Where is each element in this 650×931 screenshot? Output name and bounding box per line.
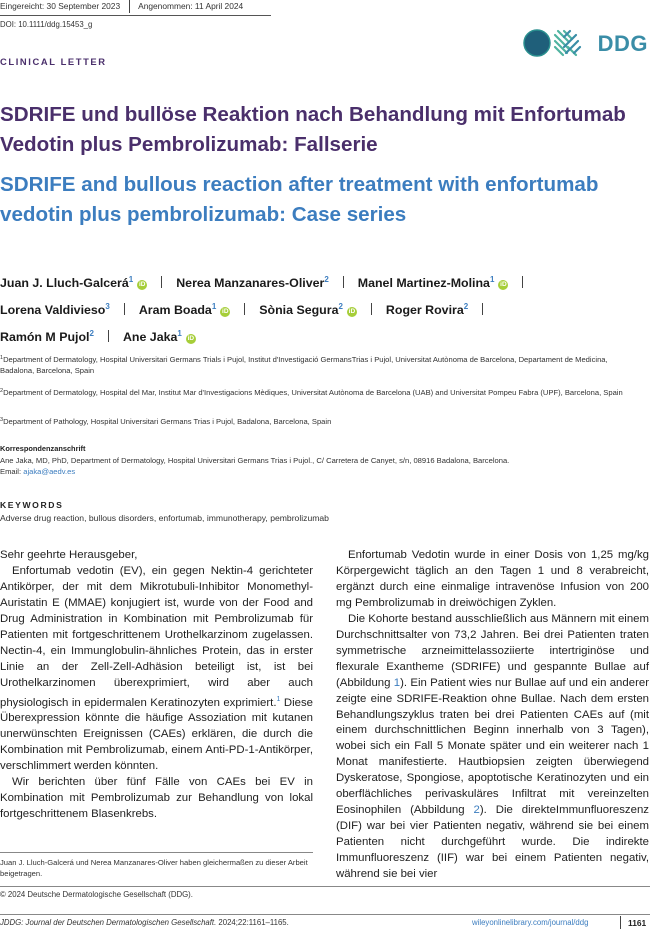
paragraph: Wir berichten über fünf Fälle von CAEs bei EV in Kombination mit Pembrolizumab zur Behandlung von lokal fortgeschrittenem Blasenkrebs. (0, 776, 313, 821)
reference-link[interactable]: 1 (276, 695, 281, 703)
author-separator (161, 276, 162, 288)
author[interactable]: Sònia Segura$^2$iD (259, 302, 356, 317)
orcid-icon[interactable]: iD (500, 281, 507, 288)
correspondence-heading: Korrespondenzanschrift (0, 444, 86, 453)
copyright-rule (0, 886, 650, 887)
figure-link[interactable]: 1 (393, 676, 401, 689)
footer-rule (0, 914, 650, 915)
submission-dates (0, 1, 252, 13)
page-separator (620, 916, 621, 929)
footnote-rule (0, 852, 313, 853)
author-separator (522, 276, 523, 288)
journal-citation: JDDG: Journal der Deutschen Dermatologischen Gesellschaft. 2024;22:1161–1165. (0, 918, 289, 927)
author[interactable]: Lorena Valdivieso$^3$ (0, 302, 110, 317)
paragraph: Enfortumab Vedotin wurde in einer Dosis von 1,25 mg/kg Körpergewicht täglich an den Tagen 1 und 8 verabreicht, ergänzt durch eine einmalige intravenöse Infusion von 200 mg Pembrolizumab in dreiwöchigen Zyklen. (336, 549, 649, 609)
body-column-left (0, 548, 313, 823)
author[interactable]: Manel Martinez-Molina$^1$iD (357, 275, 507, 290)
orcid-icon[interactable]: iD (138, 281, 146, 288)
orcid-icon[interactable]: iD (348, 308, 356, 315)
author[interactable]: Ane Jaka$^1$iD (122, 329, 195, 344)
author-separator (244, 303, 245, 315)
author[interactable]: Nerea Manzanares-Oliver$^2$ (176, 275, 329, 290)
footnote: Juan J. Lluch-Galcerá und Nerea Manzanares-Oliver haben gleichermaßen zu dieser Arbeit beigetragen. (0, 858, 308, 878)
paragraph: Enfortumab vedotin (EV), ein gegen Nektin-4 gerichteter Antikörper, der mit dem Mikrotubuli-Inhibitor Monomethyl-Auristatin E (MMAE) konjugiert ist, wurde von der Food and Drug Administration in Kombination mit Pembrolizumab für Patienten mit fortgeschrittenem Urothelkarzinom zugelassen. Nectin-4, ein Immunglobulin-ähnliches Protein, das in erster Linie an der Zell-Zell-Adhäsion beteiligt ist, ist bei Urothelkarzinomen überexprimiert, wird aber auch physiologisch in epidermalen Keratinozyten exprimiert.$^1$ Diese Überexpression könnte die häufige Assoziation mit kutanen unerwünschten Ereignissen (CAEs) erklären, die durch die Kombination mit Pembrolizumab, einem Anti-PD-1-Antikörper, verschlimmert werden könnten. (0, 564, 313, 773)
affiliation: $^2$Department of Dermatology, Hospital del Mar, Institut Mar d'Investigacions Mèdiques, Universitat Autònoma de Barcelona (UAB) and Universitat Pompeu Fabra (UPF), Barcelona, Spain (0, 388, 623, 397)
doi[interactable]: DOI: 10.1111/ddg.15453_g (0, 20, 93, 29)
author-separator (343, 276, 344, 288)
ddg-logo[interactable] (520, 27, 648, 61)
copyright: © 2024 Deutsche Dermatologische Gesellschaft (DDG). (0, 890, 193, 899)
ddg-logo-icon (520, 27, 592, 61)
keywords-heading: KEYWORDS (0, 500, 64, 510)
author[interactable]: Aram Boada$^1$iD (138, 302, 229, 317)
title-english: SDRIFE and bullous reaction after treatment with enfortumab vedotin plus pembrolizumab: Case series (0, 173, 599, 226)
author-separator (482, 303, 483, 315)
ddg-logo-text: DDG (597, 31, 648, 56)
date-separator (129, 0, 130, 13)
title-german: SDRIFE und bullöse Reaktion nach Behandlung mit Enfortumab Vedotin plus Pembrolizumab: Fallserie (0, 103, 626, 156)
figure-link[interactable]: 2 (473, 804, 480, 817)
body-column-right (336, 548, 649, 883)
author-separator (124, 303, 125, 315)
author-list (0, 268, 640, 349)
orcid-icon[interactable]: iD (222, 308, 229, 315)
author-separator (108, 330, 109, 342)
affiliation: $^1$Department of Dermatology, Hospital Universitari Germans Trials i Pujol, Institut d'Investigació GermansTrias i Pujol, Universitat Autònoma de Barcelona, Departament de Medicina, Badalona, Barcelona, Spain (0, 355, 608, 375)
section-label: CLINICAL LETTER (0, 56, 107, 67)
orcid-icon[interactable]: iD (187, 335, 195, 342)
author[interactable]: Ramón M Pujol$^2$ (0, 329, 94, 344)
email-link[interactable]: ajaka@aedv.es (23, 467, 76, 476)
journal-website-link[interactable]: wileyonlinelibrary.com/journal/ddg (472, 918, 589, 927)
paragraph: Die Kohorte bestand ausschließlich aus Männern mit einem Durchschnittsalter von 73,2 Jahren. Bei drei Patienten traten symmetrische arzneimittelassoziierte intertriginöse und flexurale Exantheme (SDRIFE) und gespannte Bullae auf (Abbildung 1). Ein Patient wies nur Bullae auf und ein anderer zeigte eine SDRIFE-Reaktion ohne Bullae. Nach dem ersten Behandlungszyklus traten bei drei Patienten CAEs auf (mit einem durchschnittlichen Beginn innerhalb von 3 Tagen), wobei sich ein Fall 5 Monate später und ein weiterer nach 1 Monat manifestierte. Hautbiopsien zeigten überwiegend Dyskeratose, Spongiose, apoptotische Keratinozyten und ein oberflächliches perivaskuläres Infiltrat mit vereinzelten Eosinophilen (Abbildung 2). Die direkteImmunfluoreszenz (DIF) war bei vier Patienten negativ, während sie bei einem Patienten nicht durchgeführt wurde. Die indirekte Immunfluoreszenz (IIF) war bei einem Patienten negativ, während sie bei vier (336, 612, 649, 881)
header-rule (0, 15, 271, 16)
page-number: 1161 (628, 918, 647, 928)
received-date: Eingereicht: 30 September 2023 (0, 1, 121, 11)
accepted-date: Angenommen: 11 April 2024 (138, 1, 244, 11)
keywords-list: Adverse drug reaction, bullous disorders, enfortumab, immunotherapy, pembrolizumab (0, 513, 329, 523)
author-separator (371, 303, 372, 315)
salutation: Sehr geehrte Herausgeber, (0, 549, 138, 561)
affiliation: $^3$Department of Pathology, Hospital Universitari Germans Trias i Pujol, Badalona, Barcelona, Spain (0, 417, 332, 426)
author[interactable]: Roger Rovira$^2$ (385, 302, 469, 317)
author[interactable]: Juan J. Lluch-Galcerá$^1$iD (0, 275, 146, 290)
correspondence-address: Ane Jaka, MD, PhD, Department of Dermatology, Hospital Universitari Germans Trias i Pujol., C/ Carretera de Canyet, s/n, 08916 Badalona, Barcelona. Email: ajaka@aedv.es (0, 456, 510, 476)
